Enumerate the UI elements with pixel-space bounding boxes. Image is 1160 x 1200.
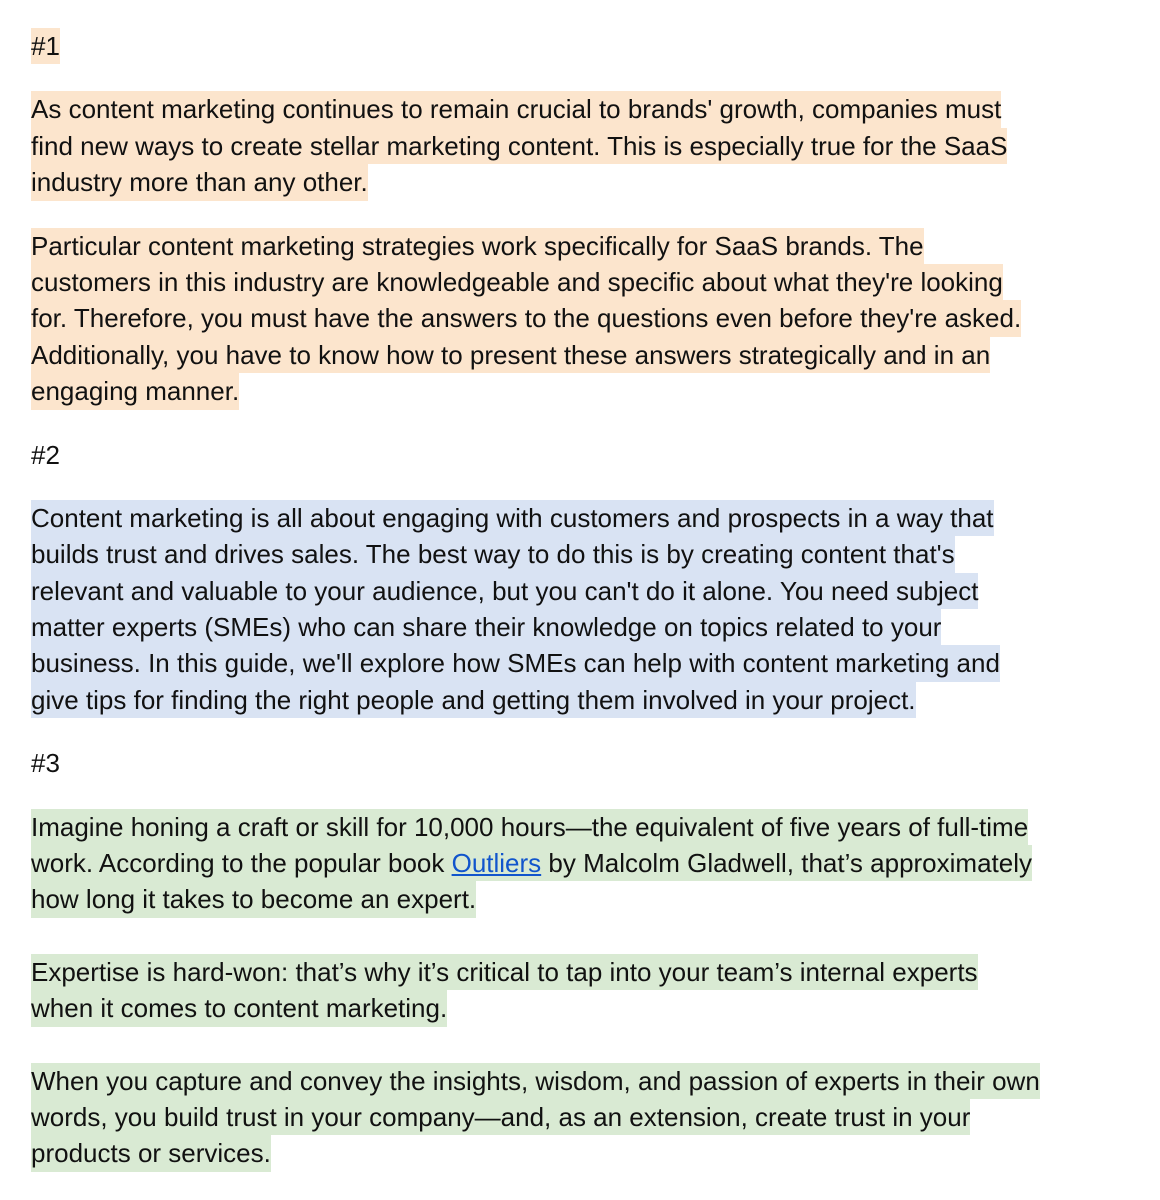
paragraph-line: Expertise is hard-won: that’s why it’s critical to tap into your team’s internal experts bbox=[31, 954, 978, 990]
section-heading-1 bbox=[31, 28, 1131, 64]
paragraph bbox=[31, 954, 1131, 1027]
paragraph-line: industry more than any other. bbox=[31, 164, 368, 200]
paragraph-line: business. In this guide, we'll explore how SMEs can help with content marketing and bbox=[31, 645, 1000, 681]
paragraph-line: Additionally, you have to know how to present these answers strategically and in an bbox=[31, 337, 990, 373]
heading-text: #2 bbox=[31, 439, 60, 470]
paragraph-line: customers in this industry are knowledgeable and specific about what they're looking bbox=[31, 264, 1003, 300]
paragraph-line: products or services. bbox=[31, 1135, 271, 1171]
paragraph-line: find new ways to create stellar marketing content. This is especially true for the SaaS bbox=[31, 128, 1007, 164]
paragraph bbox=[31, 228, 1131, 410]
paragraph-line: Content marketing is all about engaging with customers and prospects in a way that bbox=[31, 500, 994, 536]
paragraph-line: how long it takes to become an expert. bbox=[31, 881, 476, 917]
paragraph-line: builds trust and drives sales. The best way to do this is by creating content that's bbox=[31, 536, 955, 572]
paragraph bbox=[31, 91, 1131, 200]
paragraph-line: As content marketing continues to remain crucial to brands' growth, companies must bbox=[31, 91, 1001, 127]
paragraph bbox=[31, 500, 1131, 718]
paragraph bbox=[31, 1063, 1131, 1172]
heading-text: #1 bbox=[31, 28, 60, 64]
paragraph-text: work. According to the popular book bbox=[31, 848, 452, 879]
heading-text: #3 bbox=[31, 748, 60, 779]
paragraph-line: for. Therefore, you must have the answers to the questions even before they're asked. bbox=[31, 300, 1021, 336]
paragraph-line: Particular content marketing strategies work specifically for SaaS brands. The bbox=[31, 228, 924, 264]
paragraph-line: give tips for finding the right people and getting them involved in your project. bbox=[31, 682, 916, 718]
outliers-link[interactable]: Outliers bbox=[451, 848, 542, 879]
paragraph-line: Imagine honing a craft or skill for 10,000 hours—the equivalent of five years of full-time bbox=[31, 809, 1028, 845]
section-heading-3 bbox=[31, 745, 1131, 781]
paragraph-line bbox=[31, 845, 1032, 881]
paragraph-line: when it comes to content marketing. bbox=[31, 990, 447, 1026]
paragraph bbox=[31, 809, 1131, 918]
section-heading-2 bbox=[31, 437, 1131, 473]
paragraph-line: matter experts (SMEs) who can share their knowledge on topics related to your bbox=[31, 609, 941, 645]
paragraph-line: When you capture and convey the insights, wisdom, and passion of experts in their own bbox=[31, 1063, 1040, 1099]
paragraph-line: words, you build trust in your company—and, as an extension, create trust in your bbox=[31, 1099, 970, 1135]
paragraph-text: by Malcolm Gladwell, that’s approximately bbox=[541, 848, 1032, 879]
paragraph-line: relevant and valuable to your audience, but you can't do it alone. You need subject bbox=[31, 573, 978, 609]
paragraph-line: engaging manner. bbox=[31, 373, 239, 409]
